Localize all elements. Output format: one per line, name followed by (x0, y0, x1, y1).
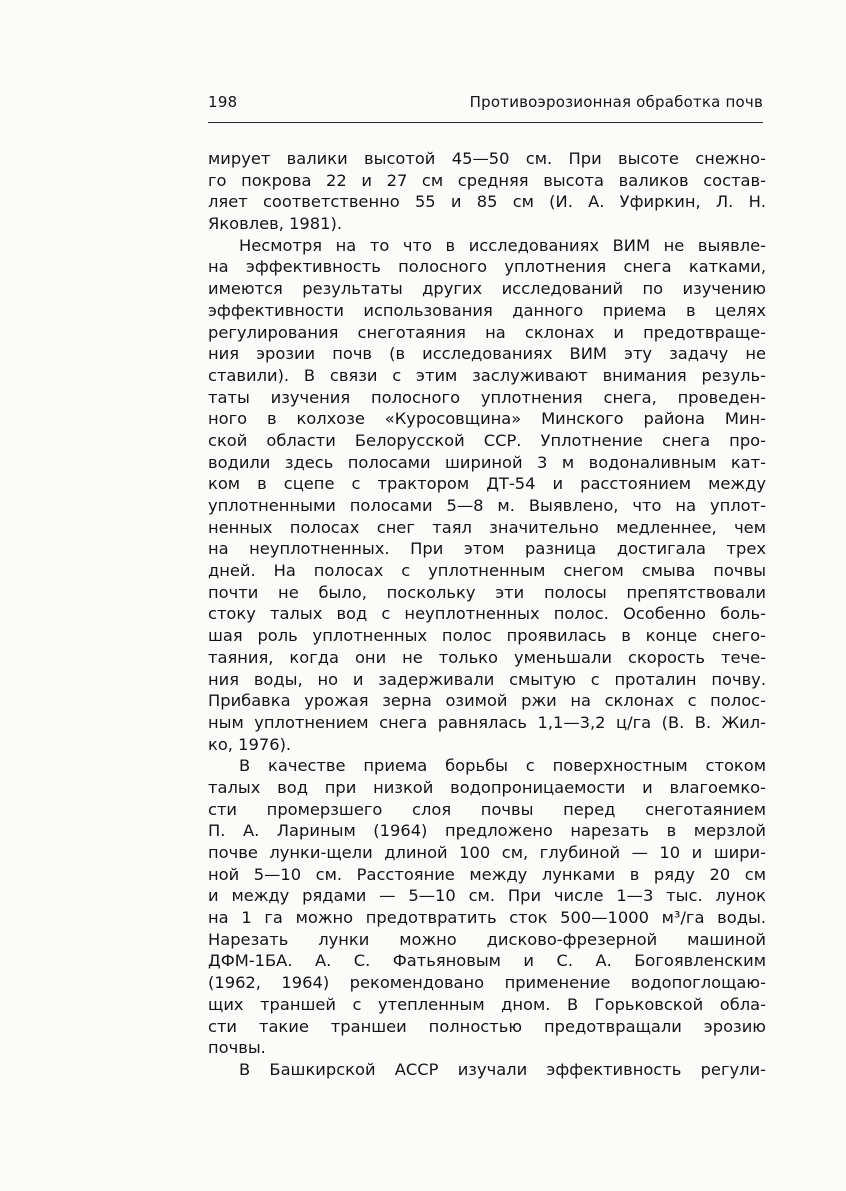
text-line: ДФМ-1БА. А. С. Фатьяновым и С. А. Богоявленским (208, 951, 766, 971)
text-line: ным уплотнением снега равнялась 1,1—3,2 ц/га (В. В. Жил- (208, 712, 766, 732)
text-line: регулирования снеготаяния на склонах и предотвраще- (208, 322, 766, 342)
text-line: Несмотря на то что в исследованиях ВИМ не выявле- (239, 235, 766, 255)
text-line: П. А. Лариным (1964) предложено нарезать в мерзлой (208, 821, 766, 841)
text-line: Яковлев, 1981). (208, 214, 343, 234)
text-line: на неуплотненных. При этом разница достигала трех (208, 539, 766, 559)
text-line: В качестве приема борьбы с поверхностным стоком (239, 756, 766, 776)
page-number: 198 (208, 93, 238, 111)
text-line: шая роль уплотненных полос проявилась в конце снего- (208, 626, 766, 646)
text-line: водили здесь полосами шириной 3 м водоналивным кат- (208, 452, 766, 472)
text-line: почти не было, поскольку эти полосы препятствовали (208, 582, 766, 602)
text-line: ко, 1976). (208, 734, 292, 754)
text-line: В Башкирской АССР изучали эффективность регули- (239, 1059, 766, 1079)
text-line: (1962, 1964) рекомендовано применение водопоглощаю- (208, 973, 766, 993)
header-rule (208, 122, 763, 123)
text-line: ного в колхозе «Куросовщина» Минского района Мин- (208, 409, 766, 429)
text-line: и между рядами — 5—10 см. При числе 1—3 тыс. лунок (208, 886, 766, 906)
text-line: талых вод при низкой водопроницаемости и влагоемко- (208, 777, 766, 797)
text-line: ненных полосах снег таял значительно медленнее, чем (208, 517, 766, 537)
body-text (208, 148, 766, 1081)
text-line: дней. На полосах с уплотненным снегом смыва почвы (208, 561, 766, 581)
text-line: Нарезать лунки можно дисково-фрезерной машиной (208, 929, 766, 949)
running-header (208, 92, 763, 116)
text-line: сти промерзшего слоя почвы перед снеготаянием (208, 799, 766, 819)
text-line: ной 5—10 см. Расстояние между лунками в ряду 20 см (208, 864, 766, 884)
running-title: Противоэрозионная обработка почв (469, 93, 763, 111)
text-line: на 1 га можно предотвратить сток 500—1000 м³/га воды. (208, 908, 766, 928)
text-line: стоку талых вод с неуплотненных полос. Особенно боль- (208, 604, 766, 624)
text-line: мирует валики высотой 45—50 см. При высоте снежно- (208, 149, 766, 168)
text-line: таяния, когда они не только уменьшали скорость тече- (208, 647, 766, 667)
text-line: ляет соответственно 55 и 85 см (И. А. Уфиркин, Л. Н. (208, 192, 766, 212)
text-line: щих траншей с утепленным дном. В Горьковской обла- (208, 994, 766, 1014)
text-line: го покрова 22 и 27 см средняя высота валиков состав- (208, 170, 766, 190)
text-line: ния воды, но и задерживали смытую с проталин почву. (208, 669, 766, 689)
text-line: уплотненными полосами 5—8 м. Выявлено, что на уплот- (208, 496, 766, 515)
text-line: почве лунки-щели длиной 100 см, глубиной — 10 и шири- (208, 843, 766, 862)
text-line: ния эрозии почв (в исследованиях ВИМ эту задачу не (208, 344, 766, 364)
text-line: имеются результаты других исследований по изучению (208, 279, 766, 299)
text-line: почвы. (208, 1038, 266, 1058)
text-line: на эффективность полосного уплотнения снега катками, (208, 257, 766, 277)
text-line: таты изучения полосного уплотнения снега, проведен- (208, 387, 766, 407)
text-line: Прибавка урожая зерна озимой ржи на склонах с полос- (208, 691, 766, 711)
text-line: ской области Белорусской ССР. Уплотнение снега про- (208, 430, 766, 450)
text-line: ставили). В связи с этим заслуживают внимания резуль- (208, 365, 766, 385)
text-line: ком в сцепе с трактором ДТ-54 и расстоянием между (208, 474, 766, 494)
text-line: сти такие траншеи полностью предотвращали эрозию (208, 1016, 766, 1036)
text-line: эффективности использования данного приема в целях (208, 300, 766, 320)
